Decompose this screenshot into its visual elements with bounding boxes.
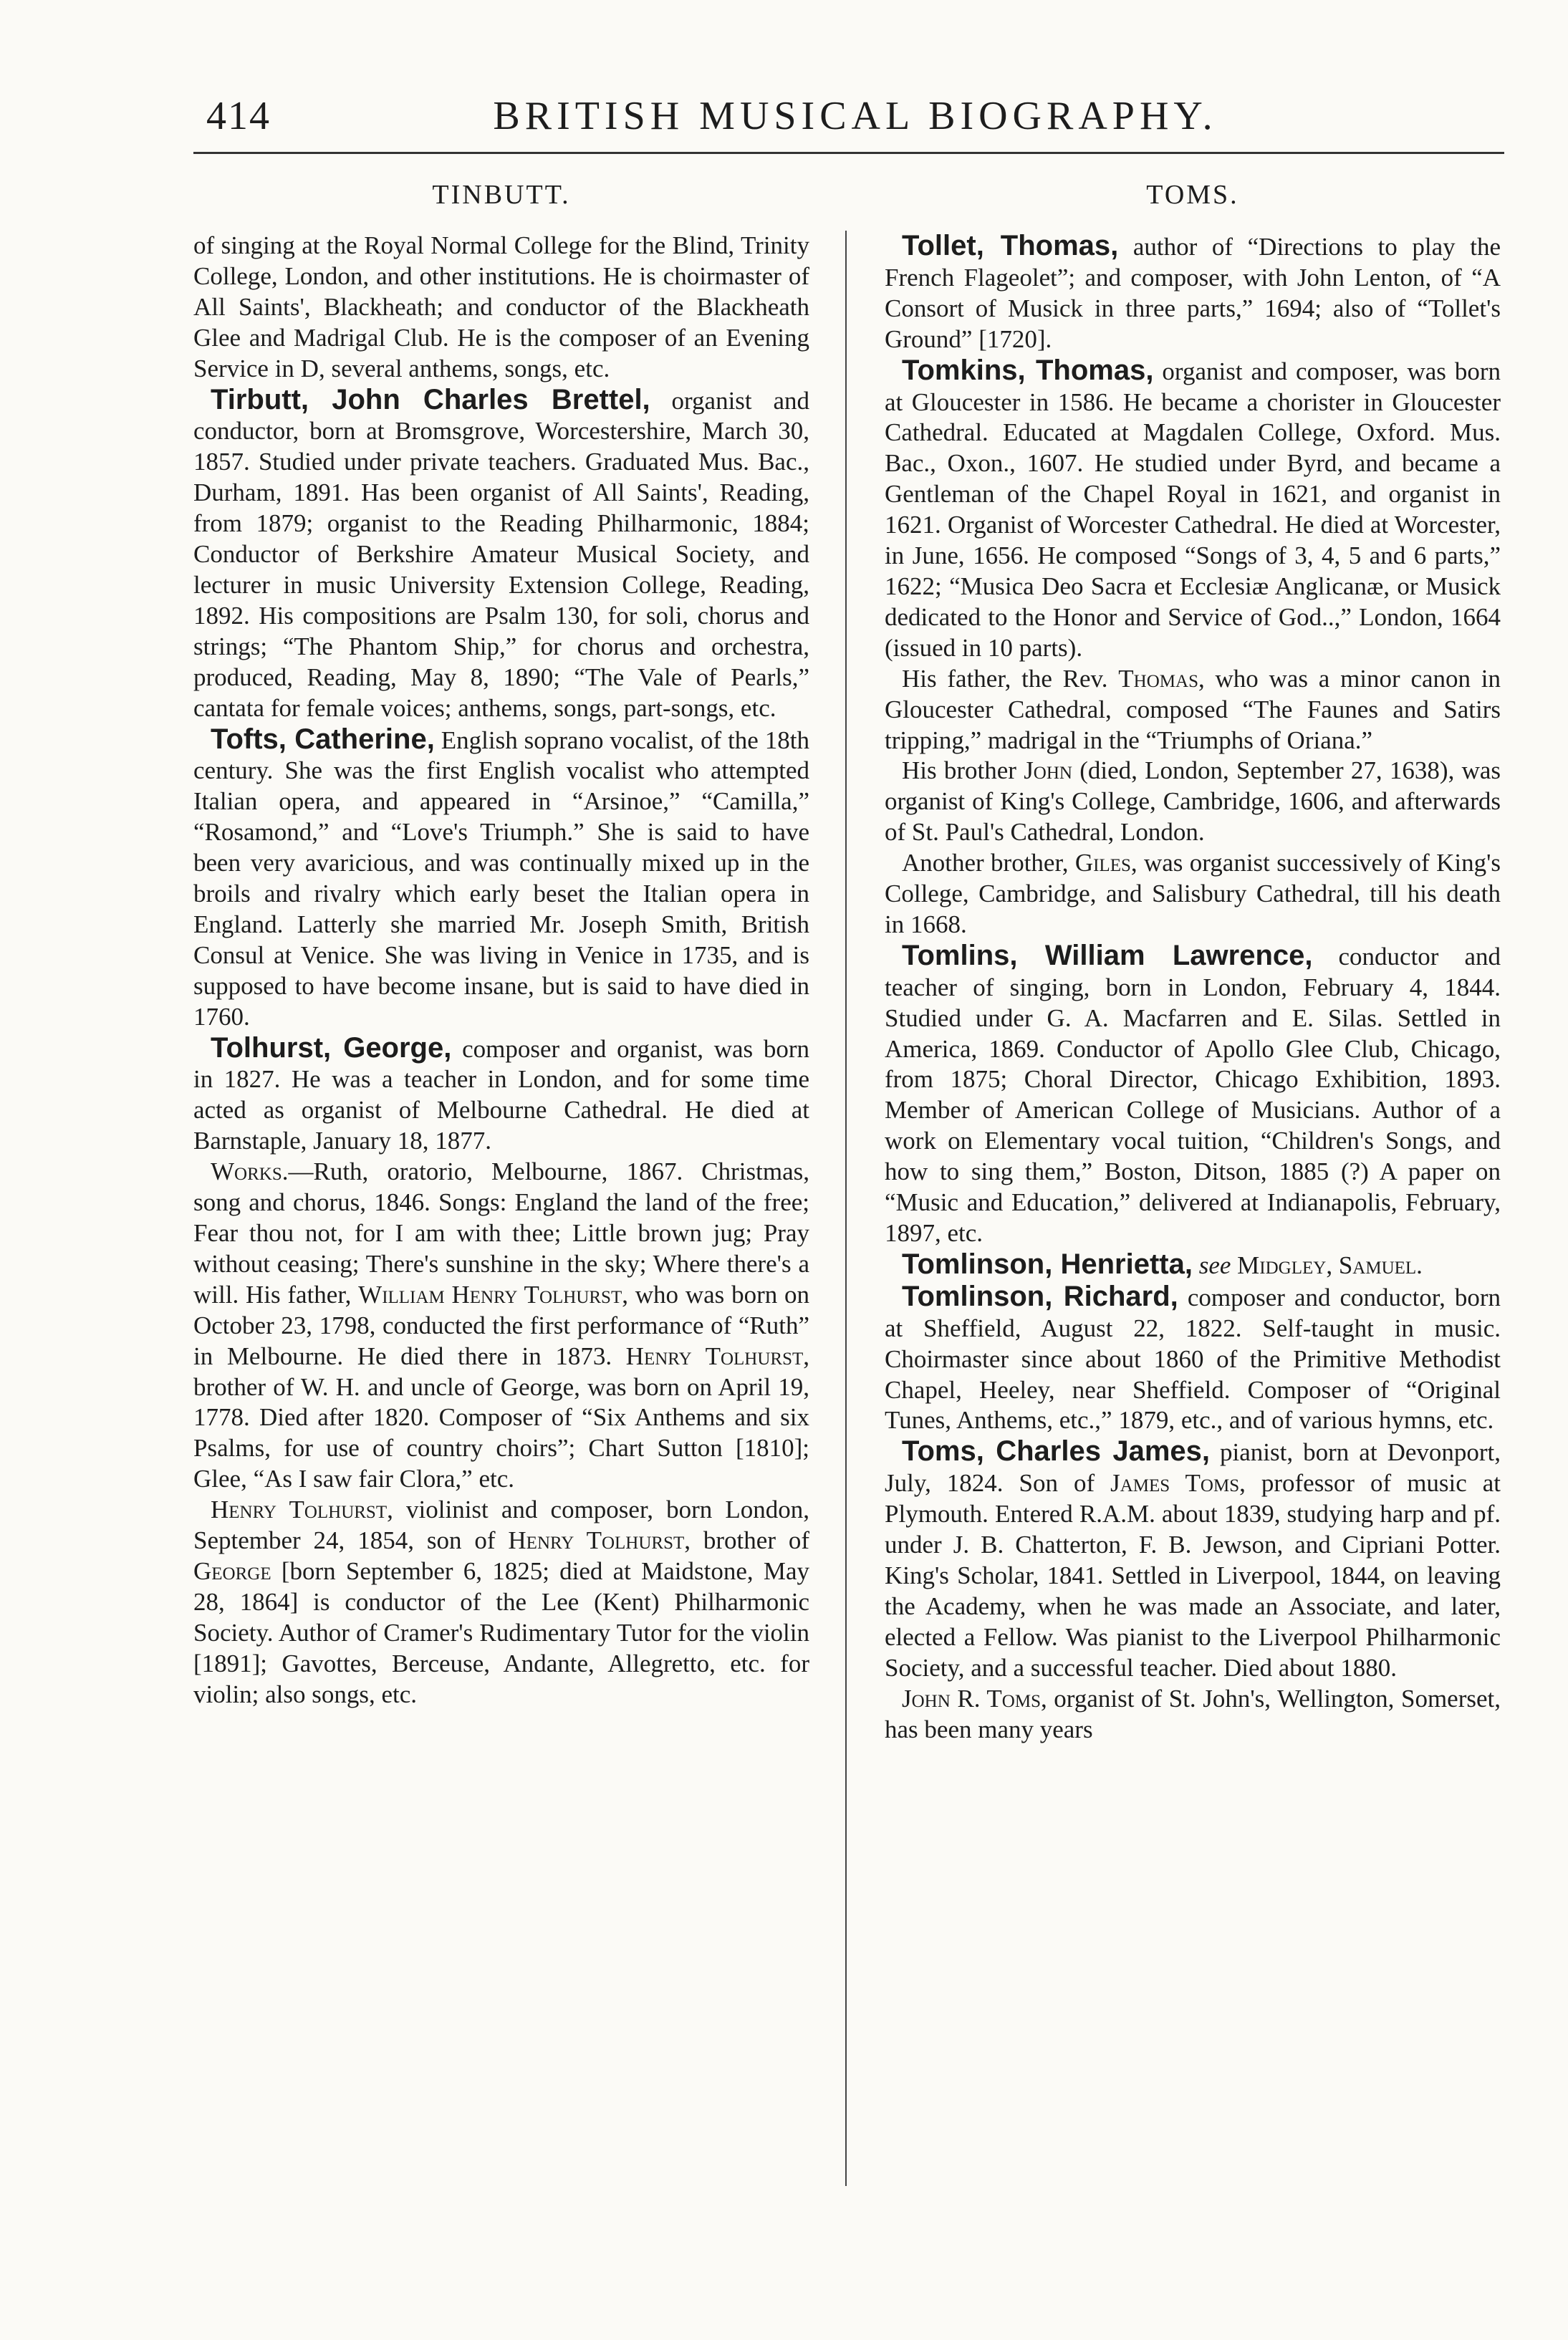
see-reference: see (1198, 1251, 1231, 1279)
entry-tollet (885, 231, 1501, 355)
entry-name: Tomlinson, Richard, (902, 1280, 1178, 1312)
entry-text: organist of St. John's, Wellington, Somerset, has been many years (885, 1684, 1501, 1743)
person-name: Henry Tolhurst, (508, 1526, 691, 1555)
entry-text: organist and conductor, born at Bromsgrove, Worcestershire, March 30, 1857. Studied under private teachers. Graduated Mus. Bac., Durham, 1891. Has been organist of All Saints', Reading, from 1879; organist to the Reading Philharmonic, 1884; Conductor of Berkshire Amateur Musical Society, and lecturer in music University Extension College, Reading, 1892. His compositions are Psalm 130, for soli, chorus and strings; “The Phantom Ship,” for chorus and orchestra, produced, Reading, May 8, 1890; “The Vale of Pearls,” cantata for female voices; anthems, songs, part-songs, etc. (193, 386, 809, 722)
paragraph-giles (885, 848, 1501, 940)
entry-name: Toms, Charles James, (902, 1435, 1210, 1468)
entry-text: pianist, born at Devonport, July, 1824. Son of (885, 1438, 1501, 1498)
works-label: Works. (211, 1157, 289, 1186)
entry-text: brother of (703, 1526, 809, 1555)
cross-reference: Midgley, Samuel. (1237, 1251, 1423, 1279)
entry-henry-tolhurst (193, 1495, 809, 1710)
entry-john-r-toms (885, 1684, 1501, 1746)
entry-text: composer and organist, was born in 1827. He was a teacher in London, and for some time acted as organist of Melbourne Cathedral. He died at Barnstaple, January 18, 1877. (193, 1034, 809, 1155)
entry-text: organist and composer, was born at Gloucester in 1586. He became a chorister in Gloucester Cathedral. Educated at Magdalen College, Oxford. Mus. Bac., Oxon., 1607. He studied under Byrd, and became a Gentleman of the Chapel Royal in 1621, and organist in 1621. Organist of Worcester Cathedral. He died at Worcester, in June, 1656. He composed “Songs of 3, 4, 5 and 6 parts,” 1622; “Musica Deo Sacra et Ecclesiæ Anglicanæ, or Musick dedicated to the Honor and Service of God..,” London, 1664 (issued in 10 parts). (885, 357, 1501, 662)
person-name: John R. Toms, (902, 1684, 1047, 1713)
header-rule (193, 152, 1504, 154)
running-title: BRITISH MUSICAL BIOGRAPHY. (493, 94, 1218, 138)
entry-name: Tomlinson, Henrietta, (902, 1248, 1193, 1280)
entry-text: (died, London, September 27, 1638), was organist of King's College, Cambridge, 1606, and afterwards of St. Paul's Cathedral, London. (885, 756, 1501, 847)
works-text-2: who was born on October 23, 1798, conducted the first performance of “Ruth” in Melbourne. He died there in 1873. (193, 1280, 809, 1370)
left-column-head: TINBUTT. (432, 180, 571, 210)
entry-text: conductor and teacher of singing, born in London, February 4, 1844. Studied under G. A. Macfarren and E. Silas. Settled in America, 1869. Conductor of Apollo Glee Club, Chicago, from 1875; Choral Director, Chicago Exhibition, 1893. Member of American College of Musicians. Author of a work on Elementary vocal tuition, “Children's Songs, and how to sing them,” Boston, Ditson, 1885 (?) A paper on “Music and Education,” delivered at Indianapolis, February, 1897, etc. (885, 942, 1501, 1247)
page-header (206, 86, 1504, 150)
works-paragraph (193, 1157, 809, 1495)
person-name: Giles, (1074, 849, 1137, 877)
entry-richard (885, 1281, 1501, 1437)
column-divider (845, 231, 847, 2186)
works-text-3: brother of W. H. and uncle of George, was born on April 19, 1778. Died after 1820. Composer of “Six Anthems and six Psalms, for use of country choirs”; Chart Sutton [1810]; Glee, “As I saw fair Clora,” etc. (193, 1372, 809, 1493)
entry-tomlins (885, 940, 1501, 1249)
right-column (885, 178, 1501, 2190)
entry-name: Tollet, Thomas, (902, 230, 1119, 261)
person-name: William Henry Tolhurst, (358, 1280, 628, 1309)
paragraph-brother-john (885, 756, 1501, 848)
person-name: Henry Tolhurst, (625, 1342, 809, 1370)
paragraph-father (885, 664, 1501, 756)
person-name: James Toms, (1110, 1469, 1246, 1498)
entry-text: author of “Directions to play the French Flageolet”; and composer, with John Lenton, of “A Consort of Musick in three parts,” 1694; also of “Tollet's Ground” [1720]. (885, 233, 1501, 353)
person-name: John (1024, 756, 1072, 785)
entry-name: Tomkins, Thomas, (902, 354, 1154, 386)
entry-text: His brother (902, 756, 1016, 785)
entry-tomkins (885, 355, 1501, 664)
left-column (193, 178, 809, 2190)
person-name: George (193, 1556, 271, 1585)
works-text: —Ruth, oratorio, Melbourne, 1867. Christmas, song and chorus, 1846. Songs: England the land of the free; Fear thou not, for I am with thee; Little brown jug; Pray without ceasing; There's sunshine in the sky; Where there's a will. His father, (193, 1157, 809, 1309)
entry-charles-toms (885, 1436, 1501, 1683)
entry-tofts (193, 724, 809, 1033)
entry-text: who was a minor canon in Gloucester Cathedral, composed “The Faunes and Satirs tripping,” madrigal in the “Triumphs of Oriana.” (885, 664, 1501, 754)
entry-text: Another brother, (902, 849, 1069, 877)
entry-name: Tomlins, William Lawrence, (902, 939, 1313, 971)
entry-text: composer and conductor, born at Sheffield, August 22, 1822. Self-taught in music. Choirmaster since about 1860 of the Primitive Methodist Chapel, Heeley, near Sheffield. Composer of “Original Tunes, Anthems, etc.,” 1879, etc., and of various hymns, etc. (885, 1283, 1501, 1435)
right-column-head: TOMS. (1146, 180, 1239, 210)
entry-tirbutt (193, 385, 809, 724)
entry-text: violinist and composer, born London, September 24, 1854, son of (193, 1496, 809, 1555)
person-name: Henry Tolhurst, (211, 1496, 393, 1524)
continued-paragraph: of singing at the Royal Normal College for the Blind, Trinity College, London, and other institutions. He is choirmaster of All Saints', Blackheath; and conductor of the Blackheath Glee and Madrigal Club. He is the composer of an Evening Service in D, several anthems, songs, etc. (193, 231, 809, 382)
person-name: Thomas, (1118, 664, 1205, 693)
entry-text: professor of music at Plymouth. Entered R.A.M. about 1839, studying harp and pf. under J. B. Chatterton, F. B. Jewson, and Cipriani Potter. King's Scholar, 1841. Settled in Liverpool, 1844, on leaving the Academy, when he was made an Associate, and later, elected a Fellow. Was pianist to the Liverpool Philharmonic Society, and a successful teacher. Died about 1880. (885, 1469, 1501, 1682)
entry-name: Tolhurst, George, (211, 1031, 452, 1064)
entry-text: English soprano vocalist, of the 18th century. She was the first English vocalist who attempted Italian opera, and appeared in “Arsinoe,” “Camilla,” “Rosamond,” and “Love's Triumph.” She is said to have been very avaricious, and was continually mixed up in the broils and rivalry which early beset the Italian opera in England. Latterly she married Mr. Joseph Smith, British Consul at Venice. She was living in Venice in 1735, and is supposed to have become insane, but is said to have died in 1760. (193, 726, 809, 1031)
entry-text: His father, the Rev. (902, 664, 1108, 693)
entry-henrietta (885, 1249, 1501, 1281)
page-number: 414 (206, 94, 271, 138)
entry-name: Tofts, Catherine, (211, 723, 435, 755)
entry-name: Tirbutt, John Charles Brettel, (211, 383, 650, 415)
entry-text: [born September 6, 1825; died at Maidstone, May 28, 1864] is conductor of the Lee (Kent) Philharmonic Society. Author of Cramer's Rudimentary Tutor for the violin [1891]; Gavottes, Berceuse, Andante, Allegretto, etc. for violin; also songs, etc. (193, 1556, 809, 1708)
entry-text: was organist successively of King's College, Cambridge, and Salisbury Cathedral, till his death in 1668. (885, 849, 1501, 938)
entry-tolhurst (193, 1033, 809, 1157)
